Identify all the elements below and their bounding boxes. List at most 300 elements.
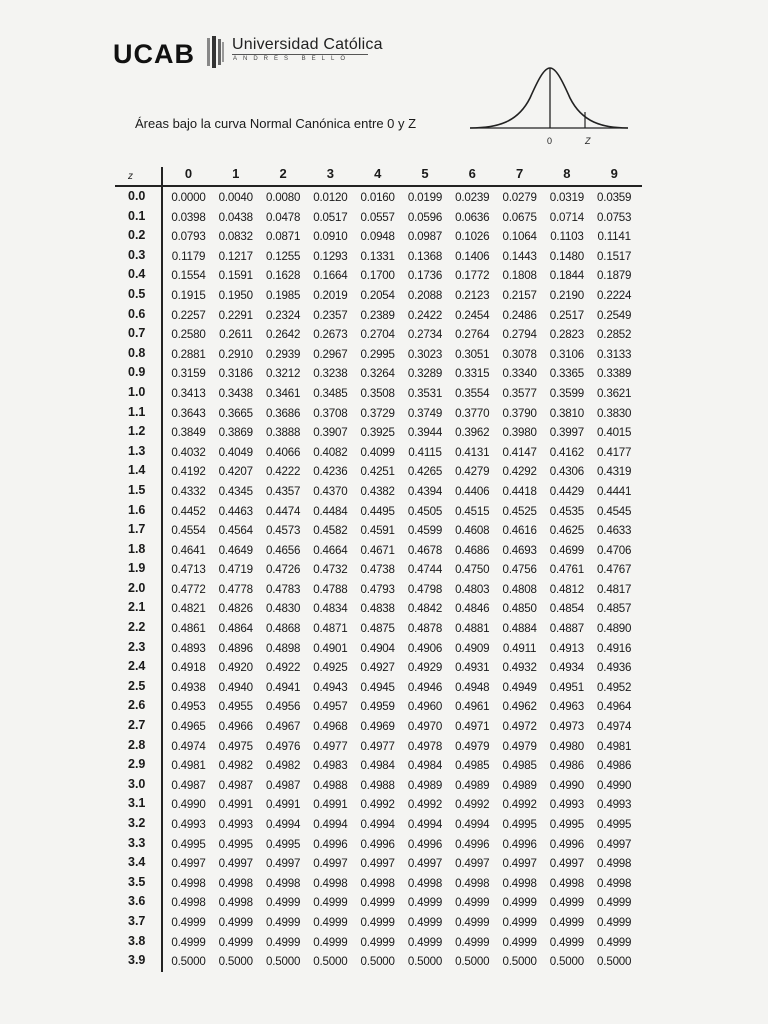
table-cell: 0.3133 — [597, 347, 632, 361]
logo-text: UCAB — [113, 38, 195, 69]
table-cell: 0.2088 — [407, 288, 443, 302]
table-cell: 0.3997 — [549, 426, 585, 440]
table-cell: 0.1915 — [171, 288, 206, 302]
table-cell: 0.3665 — [218, 406, 253, 420]
z-value: 0.6 — [128, 306, 146, 321]
table-cell: 0.4990 — [549, 778, 585, 792]
table-cell: 0.4968 — [313, 720, 348, 734]
table-cell: 0.0478 — [265, 210, 301, 224]
z-value: 0.9 — [128, 365, 146, 380]
table-cell: 0.2357 — [313, 308, 348, 322]
table-cell: 0.4996 — [313, 837, 348, 851]
table-cell: 0.0871 — [265, 230, 301, 244]
table-cell: 0.4732 — [313, 563, 348, 577]
table-cell: 0.2794 — [502, 328, 537, 342]
table-cell: 0.4767 — [597, 563, 632, 577]
table-cell: 0.3577 — [502, 386, 537, 400]
table-cell: 0.3810 — [549, 406, 585, 420]
table-cell: 0.3159 — [171, 367, 206, 381]
table-cell: 0.2764 — [455, 328, 490, 342]
table-row — [120, 775, 650, 795]
table-cell: 0.1736 — [407, 269, 443, 283]
table-cell: 0.0793 — [171, 230, 206, 244]
table-cell: 0.4671 — [360, 543, 395, 557]
table-cell: 0.4992 — [502, 798, 537, 812]
table-cell: 0.4582 — [313, 524, 348, 538]
z-column-header: z — [128, 171, 133, 182]
z-value: 2.0 — [128, 580, 146, 595]
column-header: 6 — [468, 166, 476, 181]
table-cell: 0.4147 — [502, 445, 537, 459]
z-value: 1.8 — [128, 541, 146, 556]
table-cell: 0.2549 — [597, 308, 632, 322]
table-cell: 0.2422 — [407, 308, 443, 322]
table-cell: 0.5000 — [171, 955, 206, 969]
table-cell: 0.3790 — [502, 406, 537, 420]
table-cell: 0.2190 — [549, 288, 585, 302]
table-cell: 0.2389 — [360, 308, 395, 322]
normal-table — [120, 187, 650, 971]
table-cell: 0.4922 — [265, 661, 301, 675]
table-cell: 0.4693 — [502, 543, 537, 557]
table-cell: 0.4821 — [171, 602, 206, 616]
table-row — [120, 422, 650, 442]
table-cell: 0.0517 — [313, 210, 348, 224]
table-cell: 0.4998 — [597, 876, 632, 890]
table-cell: 0.4564 — [218, 524, 253, 538]
table-cell: 0.4887 — [549, 622, 585, 636]
table-cell: 0.4999 — [360, 896, 395, 910]
table-cell: 0.4979 — [455, 739, 490, 753]
table-row — [120, 481, 650, 501]
table-cell: 0.4788 — [313, 582, 348, 596]
table-cell: 0.4898 — [265, 641, 301, 655]
table-cell: 0.1255 — [265, 249, 301, 263]
table-cell: 0.1844 — [549, 269, 585, 283]
table-cell: 0.4998 — [218, 876, 253, 890]
table-row — [120, 226, 650, 246]
table-cell: 0.1591 — [218, 269, 253, 283]
table-cell: 0.2157 — [502, 288, 537, 302]
table-cell: 0.5000 — [360, 955, 395, 969]
table-cell: 0.0714 — [549, 210, 585, 224]
table-cell: 0.4987 — [265, 778, 301, 792]
table-row — [120, 461, 650, 481]
column-header: 2 — [279, 166, 287, 181]
table-cell: 0.2910 — [218, 347, 253, 361]
table-row — [120, 246, 650, 266]
table-cell: 0.4925 — [313, 661, 348, 675]
table-cell: 0.0199 — [407, 191, 443, 204]
table-cell: 0.4761 — [549, 563, 585, 577]
table-cell: 0.2486 — [502, 308, 537, 322]
table-cell: 0.4793 — [360, 582, 395, 596]
table-row — [120, 912, 650, 932]
table-cell: 0.1628 — [265, 269, 301, 283]
table-row — [120, 540, 650, 560]
table-cell: 0.5000 — [218, 955, 253, 969]
table-cell: 0.4871 — [313, 622, 348, 636]
table-cell: 0.5000 — [455, 955, 490, 969]
table-cell: 0.4452 — [171, 504, 206, 518]
z-value: 3.1 — [128, 796, 146, 811]
table-cell: 0.0160 — [360, 191, 395, 204]
table-cell: 0.4656 — [265, 543, 301, 557]
table-cell: 0.4884 — [502, 622, 537, 636]
table-cell: 0.2704 — [360, 328, 395, 342]
z-value: 3.7 — [128, 913, 146, 928]
table-cell: 0.3686 — [265, 406, 301, 420]
table-cell: 0.4778 — [218, 582, 253, 596]
table-cell: 0.4997 — [171, 857, 206, 871]
table-cell: 0.3340 — [502, 367, 537, 381]
table-cell: 0.3621 — [597, 386, 632, 400]
table-cell: 0.3413 — [171, 386, 206, 400]
table-cell: 0.4971 — [455, 720, 490, 734]
table-cell: 0.4972 — [502, 720, 537, 734]
table-cell: 0.4875 — [360, 622, 395, 636]
table-cell: 0.4515 — [455, 504, 490, 518]
table-cell: 0.3554 — [455, 386, 490, 400]
table-cell: 0.3849 — [171, 426, 206, 440]
table-cell: 0.0040 — [218, 191, 253, 204]
table-cell: 0.1554 — [171, 269, 206, 283]
table-row — [120, 736, 650, 756]
table-cell: 0.4207 — [218, 465, 253, 479]
table-row — [120, 285, 650, 305]
table-cell: 0.4999 — [455, 896, 490, 910]
university-name: Universidad Católica — [232, 36, 383, 53]
table-row — [120, 755, 650, 775]
table-cell: 0.4783 — [265, 582, 301, 596]
table-cell: 0.4525 — [502, 504, 537, 518]
table-cell: 0.2324 — [265, 308, 301, 322]
table-cell: 0.4878 — [407, 622, 443, 636]
table-cell: 0.0832 — [218, 230, 253, 244]
z-value: 3.6 — [128, 894, 146, 909]
table-cell: 0.4890 — [597, 622, 632, 636]
table-cell: 0.1443 — [502, 249, 537, 263]
table-cell: 0.4726 — [265, 563, 301, 577]
table-cell: 0.4706 — [597, 543, 632, 557]
table-cell: 0.4956 — [265, 700, 301, 714]
column-header: 1 — [232, 166, 240, 181]
z-value: 2.1 — [128, 600, 146, 615]
table-cell: 0.4982 — [218, 759, 253, 773]
table-cell: 0.2257 — [171, 308, 206, 322]
table-cell: 0.4953 — [171, 700, 206, 714]
table-cell: 0.4998 — [455, 876, 490, 890]
table-cell: 0.4999 — [549, 935, 585, 949]
table-cell: 0.3186 — [218, 367, 253, 381]
table-cell: 0.3980 — [502, 426, 537, 440]
table-row — [120, 559, 650, 579]
table-cell: 0.0319 — [549, 191, 585, 204]
table-cell: 0.3869 — [218, 426, 253, 440]
table-cell: 0.4999 — [313, 935, 348, 949]
table-cell: 0.4995 — [597, 818, 632, 831]
table-cell: 0.4973 — [549, 720, 585, 734]
table-row — [120, 324, 650, 344]
table-cell: 0.4999 — [313, 896, 348, 910]
table-cell: 0.4994 — [313, 818, 348, 831]
table-cell: 0.4999 — [265, 935, 301, 949]
table-cell: 0.5000 — [597, 955, 632, 969]
table-cell: 0.4967 — [265, 720, 301, 734]
column-header: 4 — [374, 166, 382, 181]
z-value: 2.4 — [128, 659, 146, 674]
table-cell: 0.5000 — [549, 955, 585, 969]
table-cell: 0.4641 — [171, 543, 206, 557]
table-cell: 0.4049 — [218, 445, 253, 459]
table-cell: 0.4961 — [455, 700, 490, 714]
table-cell: 0.3599 — [549, 386, 585, 400]
table-cell: 0.1664 — [313, 269, 348, 283]
table-row — [120, 305, 650, 325]
table-cell: 0.4987 — [171, 778, 206, 792]
table-cell: 0.4772 — [171, 582, 206, 596]
table-cell: 0.3365 — [549, 367, 585, 381]
table-cell: 0.4992 — [455, 798, 490, 812]
table-row — [120, 814, 650, 834]
table-cell: 0.4756 — [502, 563, 537, 577]
z-value: 2.8 — [128, 737, 146, 752]
table-cell: 0.4976 — [265, 739, 301, 753]
table-cell: 0.4948 — [455, 680, 490, 694]
table-cell: 0.4978 — [407, 739, 443, 753]
table-cell: 0.4998 — [502, 876, 537, 890]
table-cell: 0.4999 — [407, 896, 443, 910]
table-cell: 0.4990 — [171, 798, 206, 812]
table-cell: 0.4959 — [360, 700, 395, 714]
table-cell: 0.4998 — [218, 896, 253, 910]
table-cell: 0.1293 — [313, 249, 348, 263]
table-cell: 0.4032 — [171, 445, 206, 459]
table-cell: 0.4893 — [171, 641, 206, 655]
table-cell: 0.4881 — [455, 622, 490, 636]
table-cell: 0.4505 — [407, 504, 443, 518]
table-cell: 0.4996 — [549, 837, 585, 851]
table-row — [120, 638, 650, 658]
table-cell: 0.4998 — [171, 876, 206, 890]
table-row — [120, 618, 650, 638]
table-cell: 0.4943 — [313, 680, 348, 694]
table-cell: 0.4977 — [313, 739, 348, 753]
table-cell: 0.4999 — [502, 915, 537, 929]
table-cell: 0.4573 — [265, 524, 301, 538]
table-cell: 0.4989 — [407, 778, 443, 792]
table-cell: 0.4997 — [455, 857, 490, 871]
table-cell: 0.4992 — [360, 798, 395, 812]
table-cell: 0.4738 — [360, 563, 395, 577]
table-cell: 0.3461 — [265, 386, 301, 400]
table-cell: 0.4985 — [455, 759, 490, 773]
table-cell: 0.2224 — [597, 288, 632, 302]
table-row — [120, 677, 650, 697]
z-value: 1.2 — [128, 424, 146, 439]
table-cell: 0.4995 — [549, 818, 585, 831]
table-cell: 0.4996 — [407, 837, 443, 851]
table-cell: 0.4995 — [171, 837, 206, 851]
table-cell: 0.4970 — [407, 720, 443, 734]
table-cell: 0.0910 — [313, 230, 348, 244]
table-cell: 0.4998 — [313, 876, 348, 890]
table-cell: 0.4996 — [360, 837, 395, 851]
page-title: Áreas bajo la curva Normal Canónica entre 0 y Z — [135, 116, 417, 131]
table-cell: 0.4920 — [218, 661, 253, 675]
table-cell: 0.3508 — [360, 386, 395, 400]
table-cell: 0.4999 — [218, 915, 253, 929]
table-cell: 0.4686 — [455, 543, 490, 557]
z-value: 3.3 — [128, 835, 146, 850]
table-cell: 0.4993 — [597, 798, 632, 812]
table-cell: 0.4965 — [171, 720, 206, 734]
z-value: 1.9 — [128, 561, 146, 576]
table-cell: 0.4357 — [265, 484, 301, 498]
table-cell: 0.2454 — [455, 308, 490, 322]
table-cell: 0.4999 — [360, 915, 395, 929]
table-cell: 0.4418 — [502, 484, 537, 498]
table-cell: 0.1331 — [360, 249, 395, 263]
table-cell: 0.4484 — [313, 504, 348, 518]
table-cell: 0.4999 — [597, 915, 632, 929]
table-row — [120, 207, 650, 227]
table-cell: 0.4664 — [313, 543, 348, 557]
table-cell: 0.4998 — [265, 876, 301, 890]
table-cell: 0.4678 — [407, 543, 443, 557]
table-cell: 0.4999 — [549, 915, 585, 929]
table-row — [120, 442, 650, 462]
table-cell: 0.0000 — [171, 191, 206, 204]
table-row — [120, 716, 650, 736]
table-cell: 0.4834 — [313, 602, 348, 616]
table-cell: 0.4554 — [171, 524, 206, 538]
table-cell: 0.4999 — [313, 915, 348, 929]
table-cell: 0.4998 — [597, 857, 632, 871]
table-cell: 0.4162 — [549, 445, 585, 459]
table-cell: 0.4984 — [407, 759, 443, 773]
z-value: 3.8 — [128, 933, 146, 948]
table-cell: 0.4370 — [313, 484, 348, 498]
z-value: 0.8 — [128, 345, 146, 360]
table-cell: 0.2673 — [313, 328, 348, 342]
table-cell: 0.4983 — [313, 759, 348, 773]
table-row — [120, 853, 650, 873]
table-cell: 0.4999 — [502, 935, 537, 949]
table-cell: 0.4838 — [360, 602, 395, 616]
table-cell: 0.4991 — [313, 798, 348, 812]
university-subtitle: ANDRÉS BELLO — [233, 56, 352, 62]
table-cell: 0.3106 — [549, 347, 585, 361]
table-row — [120, 598, 650, 618]
table-cell: 0.4997 — [360, 857, 395, 871]
curve-label-zero: 0 — [547, 136, 553, 146]
table-cell: 0.4251 — [360, 465, 395, 479]
table-cell: 0.4406 — [455, 484, 490, 498]
table-cell: 0.4999 — [218, 935, 253, 949]
table-cell: 0.5000 — [407, 955, 443, 969]
table-cell: 0.4545 — [597, 504, 632, 518]
table-cell: 0.4997 — [597, 837, 632, 851]
table-cell: 0.4979 — [502, 739, 537, 753]
table-cell: 0.4999 — [502, 896, 537, 910]
table-cell: 0.4966 — [218, 720, 253, 734]
table-cell: 0.5000 — [313, 955, 348, 969]
table-cell: 0.4864 — [218, 622, 253, 636]
table-cell: 0.4999 — [549, 896, 585, 910]
table-cell: 0.4955 — [218, 700, 253, 714]
table-cell: 0.3289 — [407, 367, 443, 381]
table-cell: 0.2881 — [171, 347, 206, 361]
table-cell: 0.4842 — [407, 602, 443, 616]
table-cell: 0.4998 — [171, 896, 206, 910]
table-cell: 0.4616 — [502, 524, 537, 538]
table-cell: 0.3485 — [313, 386, 348, 400]
table-cell: 0.4945 — [360, 680, 395, 694]
column-header: 3 — [326, 166, 334, 181]
table-cell: 0.2967 — [313, 347, 348, 361]
column-header: 9 — [610, 166, 618, 181]
bell-curve — [470, 68, 628, 128]
table-cell: 0.4997 — [218, 857, 253, 871]
table-cell: 0.4960 — [407, 700, 443, 714]
table-cell: 0.1808 — [502, 269, 537, 283]
table-cell: 0.0080 — [265, 191, 301, 204]
normal-curve-diagram — [468, 62, 630, 148]
table-cell: 0.3212 — [265, 367, 301, 381]
table-cell: 0.3078 — [502, 347, 537, 361]
table-cell: 0.1217 — [218, 249, 253, 263]
table-cell: 0.4999 — [171, 935, 206, 949]
table-cell: 0.4798 — [407, 582, 443, 596]
table-cell: 0.4929 — [407, 661, 443, 675]
table-cell: 0.0438 — [218, 210, 253, 224]
table-row — [120, 344, 650, 364]
table-cell: 0.4846 — [455, 602, 490, 616]
table-cell: 0.4951 — [549, 680, 585, 694]
table-cell: 0.4999 — [455, 915, 490, 929]
table-cell: 0.3531 — [407, 386, 443, 400]
table-cell: 0.3962 — [455, 426, 490, 440]
table-cell: 0.4066 — [265, 445, 301, 459]
table-cell: 0.2517 — [549, 308, 585, 322]
table-row — [120, 873, 650, 893]
table-cell: 0.4265 — [407, 465, 443, 479]
table-cell: 0.3315 — [455, 367, 490, 381]
table-cell: 0.4082 — [313, 445, 348, 459]
table-cell: 0.4994 — [407, 818, 443, 831]
table-cell: 0.4999 — [265, 896, 301, 910]
table-cell: 0.3907 — [313, 426, 348, 440]
table-row — [120, 265, 650, 285]
table-row — [120, 951, 650, 971]
table-cell: 0.4904 — [360, 641, 395, 655]
table-cell: 0.3023 — [407, 347, 443, 361]
z-value: 3.0 — [128, 776, 146, 791]
table-cell: 0.3729 — [360, 406, 395, 420]
table-cell: 0.4854 — [549, 602, 585, 616]
table-cell: 0.4991 — [265, 798, 301, 812]
table-cell: 0.4306 — [549, 465, 585, 479]
table-row — [120, 501, 650, 521]
table-cell: 0.2019 — [313, 288, 348, 302]
table-cell: 0.4826 — [218, 602, 253, 616]
table-cell: 0.1480 — [549, 249, 585, 263]
z-value: 1.3 — [128, 443, 146, 458]
column-header: 8 — [563, 166, 571, 181]
table-cell: 0.4236 — [313, 465, 348, 479]
z-value: 1.5 — [128, 482, 146, 497]
